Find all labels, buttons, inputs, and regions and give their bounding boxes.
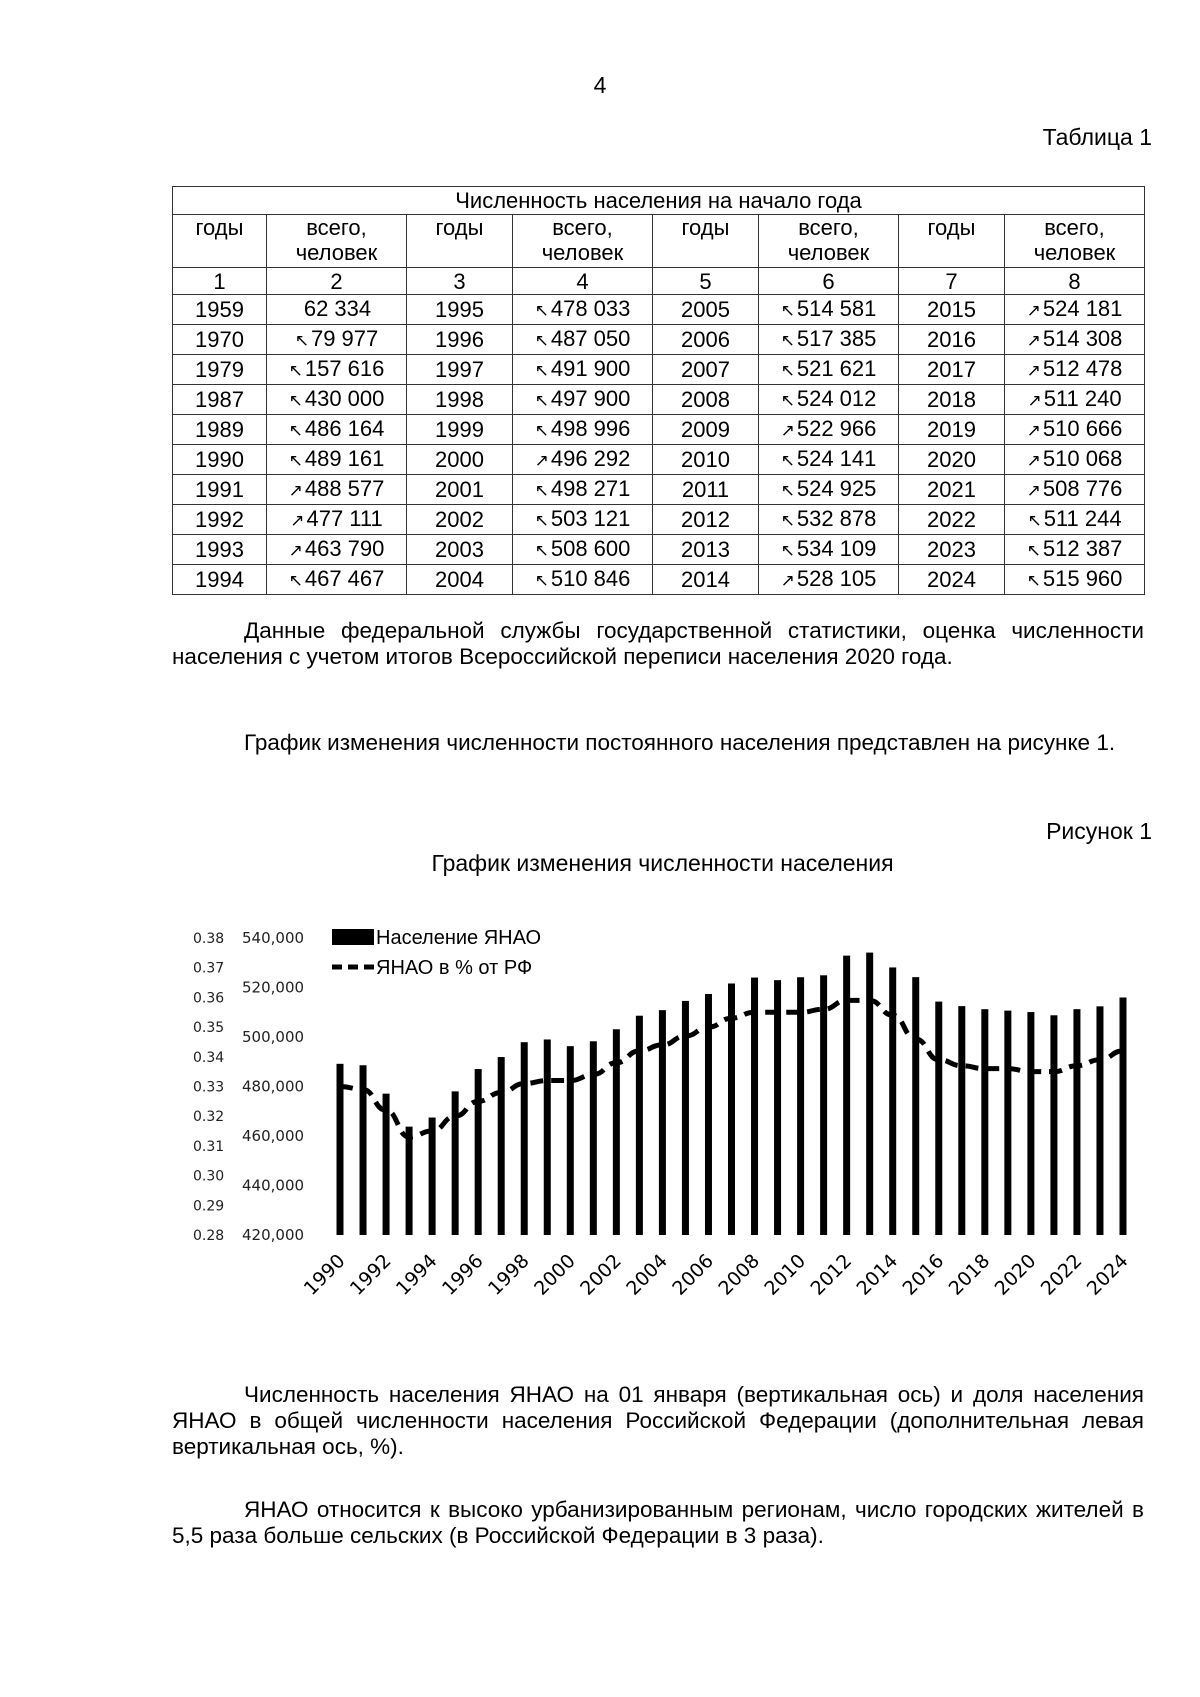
arrow-up-left-icon: ↖ <box>780 511 795 530</box>
population-value: 524 012 <box>796 386 877 411</box>
arrow-up-left-icon: ↖ <box>534 541 549 560</box>
arrow-up-right-icon: ↗ <box>288 481 303 500</box>
year-cell: 2010 <box>653 445 759 475</box>
population-value: 463 790 <box>304 536 385 561</box>
x-tick-label: 2020 <box>990 1249 1041 1300</box>
population-value: 528 105 <box>796 566 877 591</box>
population-value: 514 581 <box>796 296 877 321</box>
year-cell: 2003 <box>407 535 513 565</box>
year-cell: 2014 <box>653 565 759 595</box>
x-tick-label: 2000 <box>530 1249 580 1300</box>
arrow-up-left-icon: ↖ <box>780 301 795 320</box>
year-cell: 2012 <box>653 505 759 535</box>
y2-tick-label: 0.37 <box>193 960 225 977</box>
y2-tick-label: 0.32 <box>193 1109 225 1126</box>
population-bar <box>774 980 781 1235</box>
population-value: 486 164 <box>304 416 385 441</box>
population-bar <box>1120 997 1127 1235</box>
population-bar <box>429 1118 436 1235</box>
x-tick-label: 1996 <box>437 1249 488 1300</box>
population-value: 511 244 <box>1043 506 1122 531</box>
y2-tick-label: 0.29 <box>193 1198 225 1215</box>
x-tick-label: 2006 <box>668 1249 719 1300</box>
x-tick-label: 2024 <box>1082 1249 1133 1300</box>
year-cell: 1998 <box>407 385 513 415</box>
y2-tick-label: 0.36 <box>193 990 225 1007</box>
population-value: 477 111 <box>306 506 383 531</box>
population-bar <box>521 1042 528 1235</box>
column-number: 6 <box>759 268 899 295</box>
year-cell: 2020 <box>899 445 1005 475</box>
arrow-up-left-icon: ↖ <box>534 421 549 440</box>
arrow-up-left-icon: ↖ <box>1027 511 1042 530</box>
year-cell: 2001 <box>407 475 513 505</box>
population-value: 157 616 <box>304 356 385 381</box>
population-bar <box>935 1002 942 1235</box>
arrow-up-left-icon: ↖ <box>1026 541 1041 560</box>
year-cell: 2005 <box>653 295 759 325</box>
arrow-up-left-icon: ↖ <box>288 571 303 590</box>
population-bar <box>337 1064 344 1235</box>
column-header-line: годы <box>195 215 244 240</box>
legend-label-population: Население ЯНАО <box>376 927 542 949</box>
year-cell: 1992 <box>173 505 267 535</box>
column-header-line: всего, <box>798 215 859 240</box>
x-tick-label: 2018 <box>944 1249 995 1300</box>
column-header-line: всего, <box>1044 215 1105 240</box>
arrow-up-left-icon: ↖ <box>288 451 303 470</box>
y-tick-label: 460,000 <box>242 1127 305 1145</box>
column-number: 2 <box>267 268 407 295</box>
year-cell: 2018 <box>899 385 1005 415</box>
legend-label-percent: ЯНАО в % от РФ <box>376 957 533 979</box>
arrow-up-left-icon: ↖ <box>534 331 549 350</box>
year-cell: 1999 <box>407 415 513 445</box>
arrow-up-right-icon: ↗ <box>534 451 549 470</box>
arrow-up-left-icon: ↖ <box>534 301 549 320</box>
population-value: 512 478 <box>1042 356 1123 381</box>
population-bar <box>728 983 735 1235</box>
arrow-up-right-icon: ↗ <box>1026 481 1041 500</box>
population-value: 489 161 <box>304 446 385 471</box>
population-bar <box>1096 1006 1103 1235</box>
year-cell: 2011 <box>653 475 759 505</box>
arrow-up-right-icon: ↗ <box>1026 421 1041 440</box>
arrow-up-right-icon: ↗ <box>1026 331 1041 350</box>
arrow-up-left-icon: ↖ <box>534 361 549 380</box>
population-value: 524 181 <box>1042 296 1123 321</box>
population-bar <box>590 1041 597 1235</box>
population-bar <box>705 994 712 1235</box>
population-bar <box>567 1046 574 1235</box>
year-cell: 1990 <box>173 445 267 475</box>
y-tick-label: 520,000 <box>242 978 305 997</box>
y-tick-label: 440,000 <box>242 1176 305 1195</box>
year-cell: 2017 <box>899 355 1005 385</box>
column-number: 5 <box>653 268 759 295</box>
population-bar <box>1027 1012 1034 1235</box>
population-value: 514 308 <box>1042 326 1123 351</box>
x-tick-label: 2014 <box>852 1249 903 1300</box>
x-tick-label: 2016 <box>898 1249 949 1300</box>
population-bar <box>452 1091 459 1235</box>
y-tick-label: 480,000 <box>242 1077 305 1096</box>
urbanization-note-text: ЯНАО относится к высоко урбанизированным регионам, число городских жителей в 5,5 раза больше сельских (в Российской Федерации в 3 раза). <box>172 1497 1144 1548</box>
population-value: 62 334 <box>303 296 372 321</box>
population-value: 508 600 <box>550 536 631 561</box>
population-bar <box>498 1057 505 1235</box>
population-value: 503 121 <box>550 506 631 531</box>
population-bar <box>544 1039 551 1235</box>
population-value: 467 467 <box>304 566 385 591</box>
population-value: 430 000 <box>304 386 385 411</box>
arrow-up-right-icon: ↗ <box>1026 451 1041 470</box>
y-tick-label: 500,000 <box>242 1028 305 1046</box>
column-header-line: человек <box>1033 240 1116 265</box>
population-value: 510 846 <box>550 566 631 591</box>
arrow-up-left-icon: ↖ <box>294 331 309 350</box>
year-cell: 2009 <box>653 415 759 445</box>
arrow-up-left-icon: ↖ <box>780 451 795 470</box>
arrow-up-right-icon: ↗ <box>1026 361 1041 380</box>
x-tick-label: 2004 <box>622 1249 672 1300</box>
y2-tick-label: 0.38 <box>193 931 225 947</box>
population-value: 488 577 <box>304 476 385 501</box>
population-bar <box>659 1010 666 1235</box>
year-cell: 1996 <box>407 325 513 355</box>
arrow-up-right-icon: ↗ <box>288 541 303 560</box>
arrow-up-left-icon: ↖ <box>534 571 549 590</box>
population-value: 487 050 <box>550 326 631 351</box>
population-bar <box>843 956 850 1235</box>
population-bar <box>797 977 804 1235</box>
population-bar <box>1004 1011 1011 1235</box>
x-tick-label: 2010 <box>760 1249 811 1300</box>
population-value: 524 141 <box>796 446 877 471</box>
axis-note-text: Численность населения ЯНАО на 01 января (вертикальная ось) и доля населения ЯНАО в общей численности населения Российской Федерации (дополнительная левая вертикальная ось, %). <box>172 1382 1144 1459</box>
year-cell: 2023 <box>899 535 1005 565</box>
y2-tick-label: 0.30 <box>193 1168 225 1185</box>
y2-tick-label: 0.31 <box>193 1138 225 1155</box>
column-number: 3 <box>407 268 513 295</box>
population-bar <box>1073 1009 1080 1235</box>
column-number: 1 <box>173 268 267 295</box>
figure-intro-text: График изменения численности постоянного населения представлен на рисунке 1. <box>244 730 1116 755</box>
population-value: 498 271 <box>550 476 631 501</box>
population-bar <box>1050 1015 1057 1235</box>
arrow-up-left-icon: ↖ <box>534 481 549 500</box>
year-cell: 1989 <box>173 415 267 445</box>
year-cell: 2000 <box>407 445 513 475</box>
y-tick-label: 420,000 <box>242 1226 305 1244</box>
x-tick-label: 1998 <box>484 1249 534 1300</box>
x-tick-label: 1990 <box>299 1249 350 1300</box>
arrow-up-left-icon: ↖ <box>288 361 303 380</box>
population-bar <box>958 1006 965 1235</box>
year-cell: 1991 <box>173 475 267 505</box>
year-cell: 1979 <box>173 355 267 385</box>
arrow-up-left-icon: ↖ <box>534 511 549 530</box>
arrow-up-right-icon: ↗ <box>780 421 795 440</box>
population-value: 510 068 <box>1042 446 1123 471</box>
population-value: 491 900 <box>550 356 631 381</box>
population-value: 521 621 <box>796 356 877 381</box>
x-tick-label: 2008 <box>714 1249 765 1300</box>
population-bar <box>889 967 896 1235</box>
population-value: 498 996 <box>550 416 631 441</box>
arrow-up-right-icon: ↗ <box>780 571 795 590</box>
year-cell: 2021 <box>899 475 1005 505</box>
population-bar <box>912 977 919 1235</box>
urbanization-note <box>172 1497 1144 1549</box>
column-number: 8 <box>1005 268 1145 295</box>
column-header-line: всего, <box>306 215 367 240</box>
population-value: 515 960 <box>1042 566 1123 591</box>
legend-bar-swatch-icon <box>332 929 374 945</box>
column-header-line: человек <box>787 240 870 265</box>
population-bar <box>751 978 758 1235</box>
population-bar <box>820 975 827 1235</box>
arrow-up-right-icon: ↗ <box>1026 301 1041 320</box>
population-value: 524 925 <box>796 476 877 501</box>
population-value: 478 033 <box>550 296 631 321</box>
year-cell: 2008 <box>653 385 759 415</box>
population-value: 517 385 <box>796 326 877 351</box>
year-cell: 1970 <box>173 325 267 355</box>
population-bar <box>981 1009 988 1235</box>
population-value: 79 977 <box>310 326 379 351</box>
year-cell: 1987 <box>173 385 267 415</box>
year-cell: 2013 <box>653 535 759 565</box>
population-bar <box>383 1094 390 1235</box>
population-value: 511 240 <box>1043 386 1122 411</box>
population-value: 497 900 <box>550 386 631 411</box>
population-value: 522 966 <box>796 416 877 441</box>
column-header-line: человек <box>295 240 378 265</box>
arrow-up-left-icon: ↖ <box>288 391 303 410</box>
arrow-up-right-icon: ↗ <box>290 511 305 530</box>
year-cell: 1959 <box>173 295 267 325</box>
source-note-text: Данные федеральной службы государственной статистики, оценка численности населения с учетом итогов Всероссийской переписи населения 2020 года. <box>172 618 1144 669</box>
year-cell: 2019 <box>899 415 1005 445</box>
y2-tick-label: 0.35 <box>193 1020 225 1037</box>
year-cell: 2004 <box>407 565 513 595</box>
population-bar <box>475 1069 482 1235</box>
population-bar <box>406 1127 413 1235</box>
population-value: 510 666 <box>1042 416 1123 441</box>
x-tick-label: 2002 <box>576 1249 626 1300</box>
column-header-line: годы <box>435 215 484 240</box>
y2-tick-label: 0.28 <box>193 1228 225 1244</box>
year-cell: 2024 <box>899 565 1005 595</box>
arrow-up-left-icon: ↖ <box>288 421 303 440</box>
x-tick-label: 1994 <box>391 1249 442 1300</box>
year-cell: 1997 <box>407 355 513 385</box>
year-cell: 1993 <box>173 535 267 565</box>
population-value: 496 292 <box>550 446 631 471</box>
population-value: 532 878 <box>796 506 877 531</box>
year-cell: 2006 <box>653 325 759 355</box>
arrow-up-left-icon: ↖ <box>780 361 795 380</box>
axis-note <box>172 1382 1144 1460</box>
arrow-up-left-icon: ↖ <box>780 331 795 350</box>
year-cell: 1994 <box>173 565 267 595</box>
table-caption: Таблица 1 <box>1042 124 1152 150</box>
population-bar <box>866 953 873 1235</box>
y-tick-label: 540,000 <box>242 929 305 947</box>
population-value: 512 387 <box>1042 536 1123 561</box>
table-title: Численность населения на начало года <box>173 187 1145 215</box>
y2-tick-label: 0.33 <box>193 1079 225 1096</box>
column-number: 7 <box>899 268 1005 295</box>
year-cell: 2007 <box>653 355 759 385</box>
column-header-line: человек <box>541 240 624 265</box>
arrow-up-left-icon: ↖ <box>780 481 795 500</box>
column-header-line: годы <box>927 215 976 240</box>
figure-title: График изменения численности населения <box>431 850 894 876</box>
year-cell: 2016 <box>899 325 1005 355</box>
column-number: 4 <box>513 268 653 295</box>
arrow-up-left-icon: ↖ <box>1026 571 1041 590</box>
column-header-line: годы <box>681 215 730 240</box>
x-tick-label: 2012 <box>806 1249 857 1300</box>
page-number: 4 <box>593 72 607 98</box>
year-cell: 2015 <box>899 295 1005 325</box>
x-tick-label: 2022 <box>1036 1249 1087 1300</box>
population-value: 534 109 <box>796 536 877 561</box>
arrow-up-left-icon: ↖ <box>780 391 795 410</box>
year-cell: 2002 <box>407 505 513 535</box>
arrow-up-right-icon: ↗ <box>1027 391 1042 410</box>
year-cell: 1995 <box>407 295 513 325</box>
arrow-up-left-icon: ↖ <box>780 541 795 560</box>
figure-caption: Рисунок 1 <box>1046 818 1152 844</box>
arrow-up-left-icon: ↖ <box>534 391 549 410</box>
y2-tick-label: 0.34 <box>193 1049 225 1066</box>
column-header-line: всего, <box>552 215 613 240</box>
population-value: 508 776 <box>1042 476 1123 501</box>
year-cell: 2022 <box>899 505 1005 535</box>
x-tick-label: 1992 <box>345 1249 396 1300</box>
